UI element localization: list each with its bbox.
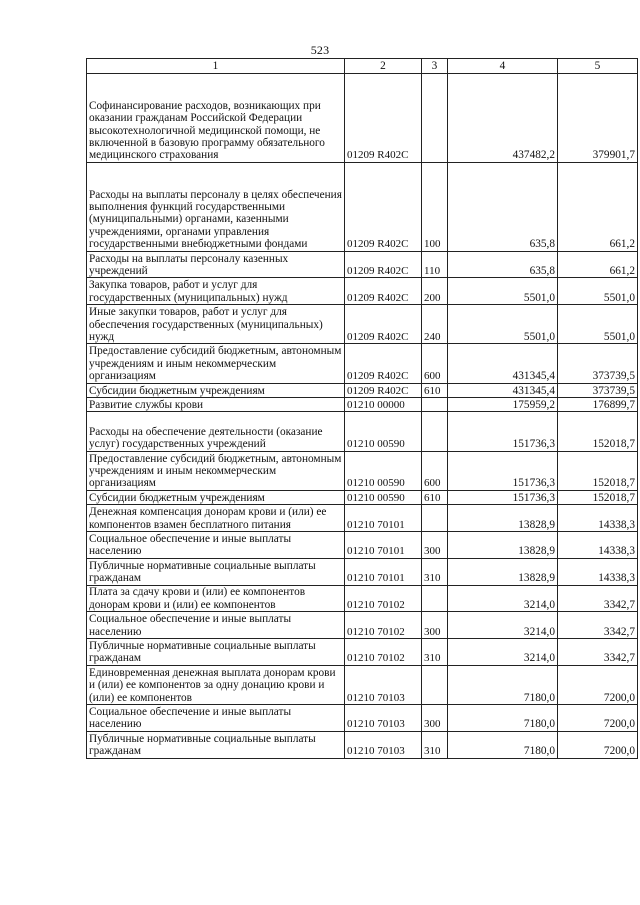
row-value-col4-cell: 7180,0 <box>448 705 558 732</box>
table-row <box>87 305 638 344</box>
row-value-col5-cell: 3342,7 <box>558 612 638 639</box>
row-code-cell: 01210 70102 <box>345 585 422 612</box>
column-header-5: 5 <box>558 59 638 74</box>
table-row <box>87 585 638 612</box>
row-value-col4-cell: 151736,3 <box>448 451 558 490</box>
row-value-col4-cell: 3214,0 <box>448 585 558 612</box>
row-name-cell: Единовременная денежная выплата донорам крови и (или) ее компонентов за одну донацию крови и (или) ее компонентов <box>87 665 345 704</box>
row-value-col5-cell: 7200,0 <box>558 731 638 758</box>
row-name-cell: Субсидии бюджетным учреждениям <box>87 383 345 397</box>
row-name-cell: Иные закупки товаров, работ и услуг для обеспечения государственных (муниципальных) нужд <box>87 305 345 344</box>
row-value-col5-cell: 5501,0 <box>558 278 638 305</box>
table-row <box>87 412 638 451</box>
row-value-col5-cell: 3342,7 <box>558 585 638 612</box>
row-value-col5-cell: 7200,0 <box>558 705 638 732</box>
row-name-cell: Плата за сдачу крови и (или) ее компонентов донорам крови и (или) ее компонентов <box>87 585 345 612</box>
row-value-col4-cell: 13828,9 <box>448 558 558 585</box>
row-value-col4-cell: 635,8 <box>448 251 558 278</box>
row-value-col5-cell: 373739,5 <box>558 383 638 397</box>
row-code-cell: 01209 R402C <box>345 162 422 251</box>
row-kvr-cell: 610 <box>422 490 448 504</box>
table-row <box>87 505 638 532</box>
row-name-cell: Социальное обеспечение и иные выплаты населению <box>87 531 345 558</box>
table-row <box>87 665 638 704</box>
row-code-cell: 01210 70101 <box>345 531 422 558</box>
row-code-cell: 01209 R402C <box>345 344 422 383</box>
table-row <box>87 74 638 163</box>
row-value-col4-cell: 5501,0 <box>448 305 558 344</box>
row-value-col5-cell: 152018,7 <box>558 490 638 504</box>
row-kvr-cell: 600 <box>422 344 448 383</box>
table-row <box>87 531 638 558</box>
row-kvr-cell <box>422 412 448 451</box>
row-name-cell: Развитие службы крови <box>87 397 345 411</box>
row-value-col5-cell: 5501,0 <box>558 305 638 344</box>
row-name-cell: Расходы на выплаты персоналу в целях обеспечения выполнения функций государственными (муниципальными) органами, казенными учреждениями, органами управления государственными внебюджетными фондами <box>87 162 345 251</box>
row-kvr-cell: 300 <box>422 531 448 558</box>
row-value-col4-cell: 5501,0 <box>448 278 558 305</box>
row-code-cell: 01210 00000 <box>345 397 422 411</box>
row-name-cell: Социальное обеспечение и иные выплаты населению <box>87 612 345 639</box>
row-code-cell: 01210 70103 <box>345 731 422 758</box>
row-value-col5-cell: 7200,0 <box>558 665 638 704</box>
row-code-cell: 01210 70102 <box>345 639 422 666</box>
row-code-cell: 01210 70101 <box>345 505 422 532</box>
row-code-cell: 01209 R402C <box>345 74 422 163</box>
row-value-col4-cell: 3214,0 <box>448 612 558 639</box>
table-row <box>87 162 638 251</box>
row-name-cell: Софинансирование расходов, возникающих при оказании гражданам Российской Федерации высокотехнологичной медицинской помощи, не включенной в базовую программу обязательного медицинского страхования <box>87 74 345 163</box>
table-row <box>87 558 638 585</box>
row-code-cell: 01210 00590 <box>345 451 422 490</box>
table-row <box>87 278 638 305</box>
row-code-cell: 01209 R402C <box>345 305 422 344</box>
row-name-cell: Публичные нормативные социальные выплаты гражданам <box>87 639 345 666</box>
budget-table-body <box>87 59 638 759</box>
table-row <box>87 251 638 278</box>
row-value-col4-cell: 7180,0 <box>448 665 558 704</box>
row-value-col4-cell: 437482,2 <box>448 74 558 163</box>
row-kvr-cell: 200 <box>422 278 448 305</box>
budget-table <box>86 58 638 759</box>
row-kvr-cell <box>422 585 448 612</box>
row-kvr-cell <box>422 74 448 163</box>
row-name-cell: Расходы на обеспечение деятельности (оказание услуг) государственных учреждений <box>87 412 345 451</box>
row-name-cell: Публичные нормативные социальные выплаты гражданам <box>87 731 345 758</box>
row-value-col5-cell: 152018,7 <box>558 451 638 490</box>
row-value-col5-cell: 14338,3 <box>558 531 638 558</box>
row-kvr-cell <box>422 505 448 532</box>
row-value-col4-cell: 7180,0 <box>448 731 558 758</box>
table-row <box>87 639 638 666</box>
table-row <box>87 397 638 411</box>
row-value-col4-cell: 431345,4 <box>448 383 558 397</box>
row-value-col5-cell: 3342,7 <box>558 639 638 666</box>
table-row <box>87 612 638 639</box>
row-value-col5-cell: 152018,7 <box>558 412 638 451</box>
table-row <box>87 344 638 383</box>
row-value-col5-cell: 176899,7 <box>558 397 638 411</box>
row-value-col4-cell: 13828,9 <box>448 505 558 532</box>
row-name-cell: Денежная компенсация донорам крови и (или) ее компонентов взамен бесплатного питания <box>87 505 345 532</box>
row-kvr-cell <box>422 665 448 704</box>
row-value-col4-cell: 151736,3 <box>448 412 558 451</box>
row-value-col4-cell: 151736,3 <box>448 490 558 504</box>
row-kvr-cell: 300 <box>422 612 448 639</box>
row-name-cell: Социальное обеспечение и иные выплаты населению <box>87 705 345 732</box>
row-name-cell: Субсидии бюджетным учреждениям <box>87 490 345 504</box>
row-value-col4-cell: 431345,4 <box>448 344 558 383</box>
row-code-cell: 01210 70103 <box>345 705 422 732</box>
column-header-1: 1 <box>87 59 345 74</box>
row-kvr-cell <box>422 397 448 411</box>
row-kvr-cell: 310 <box>422 639 448 666</box>
row-kvr-cell: 310 <box>422 731 448 758</box>
row-code-cell: 01210 00590 <box>345 412 422 451</box>
table-row <box>87 383 638 397</box>
row-code-cell: 01209 R402C <box>345 383 422 397</box>
row-code-cell: 01209 R402C <box>345 278 422 305</box>
table-row <box>87 490 638 504</box>
row-value-col4-cell: 175959,2 <box>448 397 558 411</box>
column-number-row <box>87 59 638 74</box>
row-name-cell: Закупка товаров, работ и услуг для государственных (муниципальных) нужд <box>87 278 345 305</box>
row-kvr-cell: 310 <box>422 558 448 585</box>
row-name-cell: Предоставление субсидий бюджетным, автономным учреждениям и иным некоммерческим организациям <box>87 451 345 490</box>
row-value-col5-cell: 661,2 <box>558 162 638 251</box>
row-name-cell: Предоставление субсидий бюджетным, автономным учреждениям и иным некоммерческим организациям <box>87 344 345 383</box>
row-code-cell: 01210 70102 <box>345 612 422 639</box>
row-kvr-cell: 610 <box>422 383 448 397</box>
row-name-cell: Публичные нормативные социальные выплаты гражданам <box>87 558 345 585</box>
row-kvr-cell: 240 <box>422 305 448 344</box>
column-header-2: 2 <box>345 59 422 74</box>
row-code-cell: 01210 70103 <box>345 665 422 704</box>
page-number: 523 <box>310 43 330 57</box>
table-row <box>87 731 638 758</box>
row-kvr-cell: 110 <box>422 251 448 278</box>
table-row <box>87 705 638 732</box>
row-value-col5-cell: 14338,3 <box>558 558 638 585</box>
row-value-col5-cell: 379901,7 <box>558 74 638 163</box>
row-value-col4-cell: 635,8 <box>448 162 558 251</box>
row-value-col4-cell: 13828,9 <box>448 531 558 558</box>
row-name-cell: Расходы на выплаты персоналу казенных учреждений <box>87 251 345 278</box>
table-row <box>87 451 638 490</box>
column-header-3: 3 <box>422 59 448 74</box>
row-value-col4-cell: 3214,0 <box>448 639 558 666</box>
row-kvr-cell: 300 <box>422 705 448 732</box>
row-code-cell: 01209 R402C <box>345 251 422 278</box>
row-value-col5-cell: 661,2 <box>558 251 638 278</box>
row-kvr-cell: 600 <box>422 451 448 490</box>
row-kvr-cell: 100 <box>422 162 448 251</box>
row-code-cell: 01210 70101 <box>345 558 422 585</box>
row-value-col5-cell: 373739,5 <box>558 344 638 383</box>
row-code-cell: 01210 00590 <box>345 490 422 504</box>
column-header-4: 4 <box>448 59 558 74</box>
row-value-col5-cell: 14338,3 <box>558 505 638 532</box>
